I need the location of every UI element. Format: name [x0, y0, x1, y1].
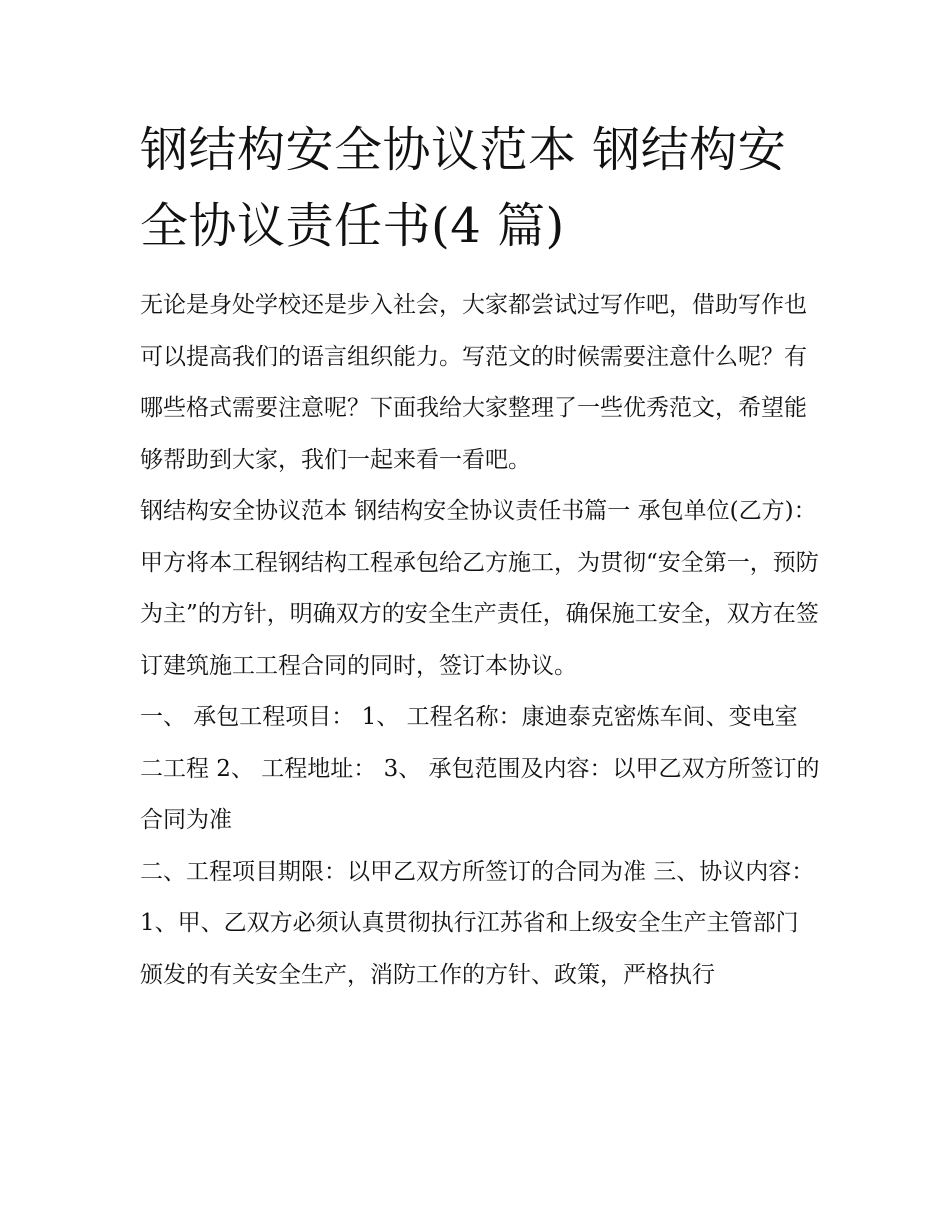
- document-title: 钢结构安全协议范本 钢结构安全协议责任书(4 篇): [140, 122, 787, 254]
- document-page: [140, 112, 820, 1001]
- paragraph-intro: 无论是身处学校还是步入社会，大家都尝试过写作吧，借助写作也可以提高我们的语言组织能力。写范文的时候需要注意什么呢？有哪些格式需要注意呢？下面我给大家整理了一些优秀范文，希望能够帮助到大家，我们一起来看一看吧。: [140, 292, 807, 473]
- paragraph-project-items: 一、 承包工程项目： 1、 工程名称：康迪泰克密炼车间、变电室二工程 2、 工程地址： 3、 承包范围及内容：以甲乙双方所签订的合同为准: [140, 704, 820, 833]
- paragraph-section-heading: 钢结构安全协议范本 钢结构安全协议责任书篇一 承包单位(乙方)：: [140, 498, 817, 524]
- paragraph-project-period: 二、工程项目期限：以甲乙双方所签订的合同为准 三、协议内容：: [140, 858, 815, 885]
- paragraph-clause-1: 1、甲、乙双方必须认真贯彻执行江苏省和上级安全生产主管部门颁发的有关安全生产，消防工作的方针、政策，严格执行: [140, 910, 799, 988]
- paragraph-agreement-purpose: 甲方将本工程钢结构工程承包给乙方施工，为贯彻“安全第一，预防为主”的方针，明确双方的安全生产责任，确保施工安全，双方在签订建筑施工工程合同的同时，签订本协议。: [140, 549, 819, 679]
